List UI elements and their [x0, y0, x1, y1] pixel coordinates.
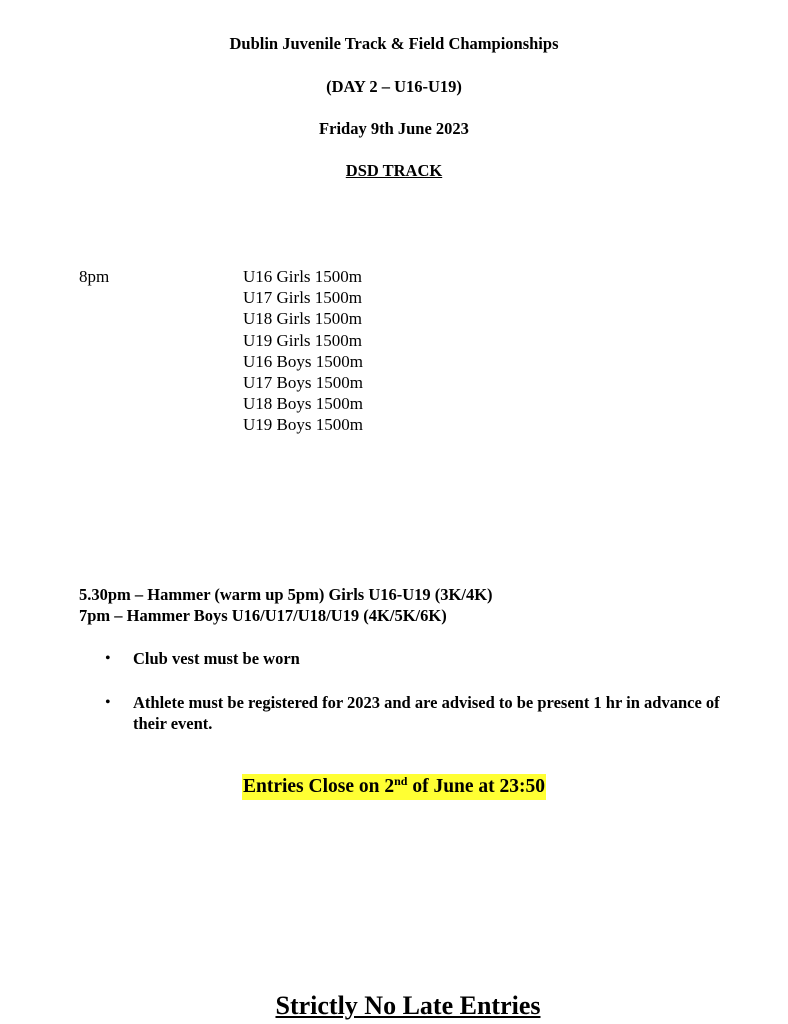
deadline-prefix: Entries Close on 2 — [242, 776, 395, 797]
deadline-ordinal: nd — [394, 774, 408, 788]
track-event-item: U17 Girls 1500m — [243, 288, 362, 308]
bullet-icon: • — [105, 650, 111, 667]
track-event-list — [243, 266, 363, 436]
track-event-item: U17 Boys 1500m — [243, 373, 363, 393]
track-event-item: U19 Boys 1500m — [243, 415, 363, 435]
deadline-suffix: of June at 23:50 — [407, 776, 546, 797]
hammer-boys-schedule: 7pm – Hammer Boys U16/U17/U18/U19 (4K/5K/6K) — [79, 606, 447, 625]
track-event-item: U16 Boys 1500m — [243, 351, 363, 371]
entries-deadline-highlight — [242, 774, 546, 800]
track-event-item: U16 Girls 1500m — [243, 267, 362, 286]
event-date: Friday 9th June 2023 — [319, 119, 469, 138]
track-event-item: U18 Girls 1500m — [243, 309, 362, 329]
day-subtitle: (DAY 2 – U16-U19) — [326, 77, 462, 96]
document-title: Dublin Juvenile Track & Field Championships — [229, 34, 559, 53]
bullet-icon: • — [105, 694, 111, 711]
note-club-vest: Club vest must be worn — [133, 649, 300, 668]
hammer-girls-schedule: 5.30pm – Hammer (warm up 5pm) Girls U16-U19 (3K/4K) — [79, 585, 493, 604]
no-late-entries-notice: Strictly No Late Entries — [275, 991, 541, 1020]
track-event-item: U18 Boys 1500m — [243, 394, 363, 414]
track-event-time: 8pm — [79, 267, 110, 286]
track-event-item: U19 Girls 1500m — [243, 330, 362, 350]
note-registration: Athlete must be registered for 2023 and are advised to be present 1 hr in advance of their event. — [133, 693, 720, 733]
venue-heading: DSD TRACK — [345, 161, 443, 180]
entries-deadline — [0, 774, 788, 800]
